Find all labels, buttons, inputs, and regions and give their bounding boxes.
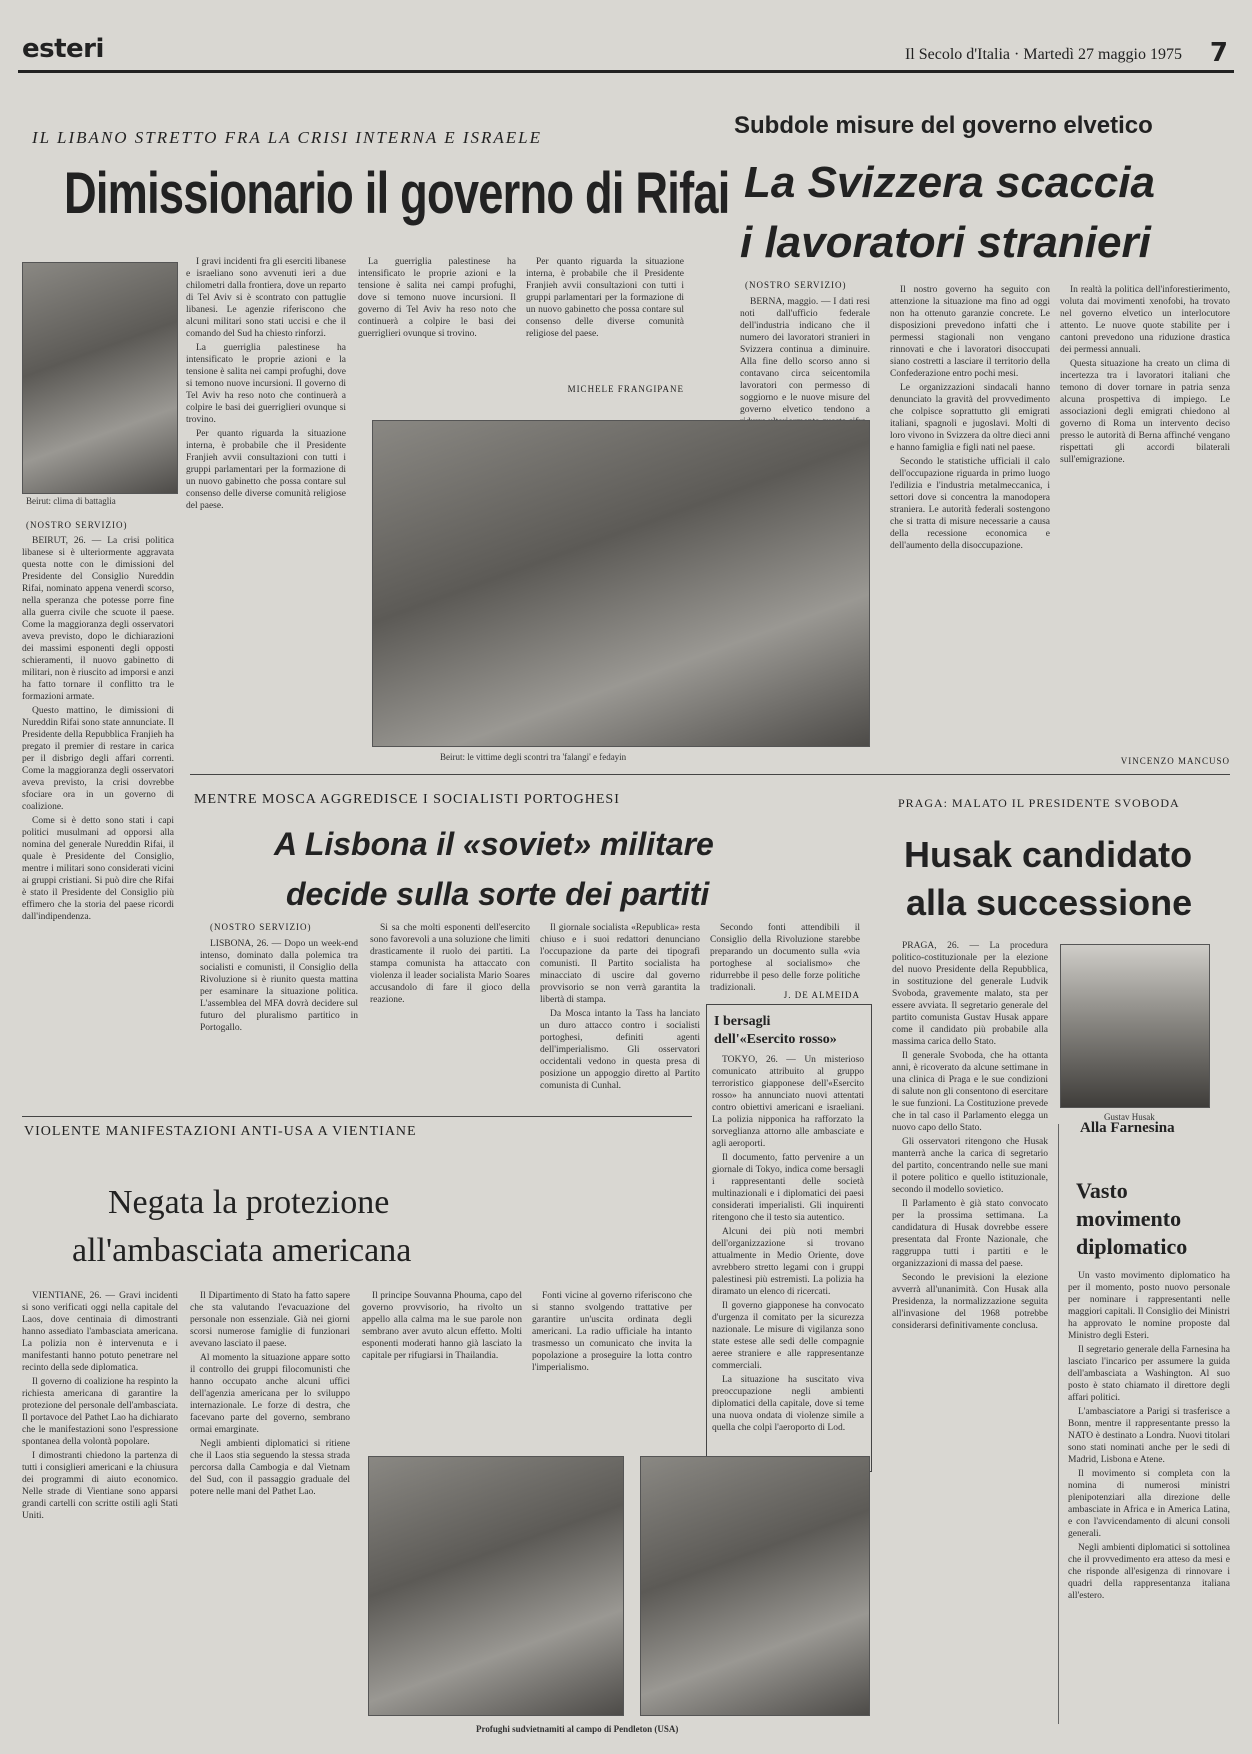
lisbona-signature: J. DE ALMEIDA: [783, 990, 860, 1000]
svizzera-paragraph: Secondo le statistiche ufficiali il calo dell'occupazione riguarda in primo luogo l'edilizia e l'industria metalmeccanica, i settori dove si concentra la manodopera straniera. Le autorità federali sostengono che si tratta di misure necessarie a causa della recessione economica e dell'aumento della disoccupazione.: [890, 457, 1050, 551]
lisbona-paragraph: Da Mosca intanto la Tass ha lanciato un duro attacco contro i socialisti portoghesi, definiti agenti dell'imperialismo. Gli osservatori occidentali vedono in questa presa di posizione un appoggio diretto al Partito comunista di Cunhal.: [540, 1009, 700, 1091]
beirut-victims-caption: Beirut: le vittime degli scontri tra 'falangi' e fedayin: [440, 752, 627, 762]
vientiane-paragraph: Gravi incidenti si sono verificati oggi nella capitale del Laos, dove centinaia di dimostranti hanno assediato l'ambasciata americana. La polizia non è intervenuta e i manifestanti hanno potuto penetrare nel recinto della sede diplomatica.: [22, 1291, 178, 1373]
bersagli-headline-line2: dell'«Esercito rosso»: [714, 1032, 837, 1047]
libano-paragraph: La crisi politica libanese si è ulteriormente aggravata questa notte con le dimissioni del Presidente del Consiglio Nureddin Rifai, nominato appena venerdì scorso, nella speranza che potesse porre fine alla guerra civile che scuote il paese. Come la maggioranza degli osservatori aveva previsto, dopo le dichiarazioni dei massimi esponenti degli opposti schieramenti, il nuovo gabinetto di militari, non è riuscito ad imporsi e anzi ha fatto tornare il conflitto tra le formazioni armate.: [22, 536, 174, 702]
husak-photo: [1060, 944, 1210, 1108]
libano-photo: [22, 262, 178, 494]
lisbona-paragraph: Si sa che molti esponenti dell'esercito sono favorevoli a una soluzione che limiti drasticamente il ruolo dei partiti. La stampa comunista ha attaccato con violenza il leader socialista Mario Soares accusandolo di fare il gioco della reazione.: [370, 923, 530, 1005]
libano-paragraph: La guerriglia palestinese ha intensificato le proprie azioni e la tensione è salita nei campi profughi, dove si temono nuove incursioni. Il governo di Tel Aviv ha reso noto che continuerà a colpire le basi dei guerriglieri ovunque si trovino.: [186, 343, 346, 425]
farnesina-paragraph: Il movimento si completa con la nomina di numerosi ministri plenipotenziari alla direzione delle ambasciate in Africa e in America Latina, e con l'avvicendamento di alcuni consoli generali.: [1068, 1469, 1230, 1539]
lisbona-column-2: [370, 922, 530, 1106]
libano-paragraph: La guerriglia palestinese ha intensificato le proprie azioni e la tensione è salita nei campi profughi, dove si temono nuove incursioni. Il governo di Tel Aviv ha reso noto che continuerà a colpire le basi dei guerriglieri ovunque si trovino.: [358, 257, 516, 339]
svizzera-kicker: Subdole misure del governo elvetico: [734, 112, 1153, 139]
vientiane-paragraph: I dimostranti chiedono la partenza di tutti i consiglieri americani e la chiusura dei programmi di aiuto economico. Nelle strade di Vientiane sono apparsi grandi cartelli con scritte ostili agli Stati Uniti.: [22, 1451, 178, 1521]
svizzera-paragraph: Il nostro governo ha seguito con attenzione la situazione ma fino ad oggi non ha ottenuto garanzie concrete. Le disposizioni prevedono infatti che i permessi stagionali non vengano rinnovati e che i lavoratori disoccupati siano costretti a lasciare il territorio della Confederazione entro pochi mesi.: [890, 285, 1050, 379]
vientiane-paragraph: Negli ambienti diplomatici si ritiene che il Laos stia seguendo la stessa strada percorsa dalla Cambogia e dal Vietnam del Sud, con il passaggio graduale del potere nelle mani del Pathet Lao.: [190, 1439, 350, 1497]
farnesina-kicker: Alla Farnesina: [1080, 1120, 1175, 1136]
bersagli-column: [712, 1054, 864, 1464]
libano-paragraph: Questo mattino, le dimissioni di Nureddin Rifai sono state annunciate. Il Presidente della Repubblica Franjieh ha pregato il premier di restare in carica per il disbrigo degli affari correnti. Come la maggioranza degli osservatori aveva previsto, la crisi dovrebbe sfociare ora in un governo di coalizione.: [22, 706, 174, 812]
refugee-photo-right: [640, 1456, 870, 1716]
libano-photo-caption: Beirut: clima di battaglia: [26, 496, 116, 506]
bersagli-paragraph: Il documento, fatto pervenire a un giornale di Tokyo, indica come bersagli i rappresentanti delle società multinazionali e i diplomatici dei paesi considerati imperialisti. Gli inquirenti ritengono che il testo sia autentico.: [712, 1153, 864, 1223]
bersagli-paragraph: Il governo giapponese ha convocato d'urgenza il comitato per la sicurezza nazionale. Le misure di vigilanza sono state estese alle sedi delle compagnie aeree straniere e alle rappresentanze commerciali.: [712, 1301, 864, 1371]
bersagli-paragraph: Un misterioso comunicato attribuito al gruppo terroristico giapponese dell'«Esercito rosso» ha annunciato nuovi attentati contro obiettivi americani e israeliani. La polizia nipponica ha rafforzato la sorveglianza attorno alle ambasciate e agli aeroporti.: [712, 1055, 864, 1149]
lisbona-column-3: [540, 922, 700, 1106]
bersagli-dateline: TOKYO, 26. —: [722, 1055, 805, 1065]
vientiane-headline-line2: all'ambasciata americana: [72, 1232, 412, 1269]
vientiane-paragraph: Fonti vicine al governo riferiscono che si stanno svolgendo trattative per garantire un'uscita ordinata degli americani. La radio ufficiale ha intanto trasmesso un comunicato che invita la popolazione a proseguire la lotta contro l'imperialismo.: [532, 1291, 692, 1373]
masthead-date: Il Secolo d'Italia · Martedì 27 maggio 1975: [904, 46, 1182, 63]
bersagli-paragraph: La situazione ha suscitato viva preoccupazione negli ambienti diplomatici della capitale, dove si teme una nuova ondata di violenze simile a quella che colpì l'aeroporto di Lod.: [712, 1375, 864, 1433]
husak-paragraph: Il generale Svoboda, che ha ottanta anni, è ricoverato da alcune settimane in una clinica di Praga e le sue condizioni di salute non gli consentono di esercitare le sue funzioni. La Costituzione prevede che in tal caso il Parlamento elegga un nuovo capo dello Stato.: [892, 1051, 1048, 1133]
header-rule: [18, 70, 1234, 73]
bersagli-headline-line1: I bersagli: [714, 1014, 771, 1029]
vientiane-paragraph: Al momento la situazione appare sotto il controllo dei gruppi filocomunisti che hanno occupato anche alcuni uffici dell'agenzia americana per lo sviluppo internazionale. Le forze di destra, che facevano parte del governo, sembrano ormai emarginate.: [190, 1353, 350, 1435]
husak-kicker: PRAGA: MALATO IL PRESIDENTE SVOBODA: [898, 796, 1180, 810]
svizzera-paragraph: Le organizzazioni sindacali hanno denunciato la gravità del provvedimento che colpisce soprattutto gli emigrati italiani, spagnoli e jugoslavi. Molti di loro vivono in Svizzera da oltre dieci anni e hanno famiglia e figli nati nel paese.: [890, 383, 1050, 453]
libano-paragraph: Per quanto riguarda la situazione interna, è probabile che il Presidente Franjieh avvii consultazioni con tutti i gruppi parlamentari per la formazione di un nuovo gabinetto che possa contare sul consenso delle diverse comunità religiose del paese.: [186, 429, 346, 511]
vientiane-dateline: VIENTIANE, 26. —: [32, 1291, 120, 1301]
libano-column-4: [526, 256, 684, 376]
libano-paragraph: Per quanto riguarda la situazione interna, è probabile che il Presidente Franjieh avvii consultazioni con tutti i gruppi parlamentari per la formazione di un nuovo gabinetto che possa contare sul consenso delle diverse comunità religiose del paese.: [526, 257, 684, 339]
bersagli-paragraph: Alcuni dei più noti membri dell'organizzazione si trovano attualmente in Medio Oriente, dove avrebbero stretto legami con i gruppi palestinesi più estremisti. La polizia ha diramato un elenco di ricercati.: [712, 1227, 864, 1297]
vientiane-column-3: [362, 1290, 522, 1440]
svizzera-headline-line1: La Svizzera scaccia: [744, 158, 1155, 207]
lisbona-dateline: LISBONA, 26. —: [210, 939, 285, 949]
lisbona-column-1: [200, 938, 358, 1106]
lisbona-byline: (NOSTRO SERVIZIO): [210, 922, 312, 932]
libano-byline: (NOSTRO SERVIZIO): [26, 520, 128, 530]
lisbona-headline-line1: A Lisbona il «soviet» militare: [274, 826, 714, 862]
libano-dateline: BEIRUT, 26. —: [32, 536, 108, 546]
farnesina-divider: [1058, 1124, 1059, 1724]
refugee-photo-caption: Profughi sudvietnamiti al campo di Pendleton (USA): [476, 1724, 679, 1734]
divider: [190, 774, 1230, 775]
farnesina-paragraph: L'ambasciatore a Parigi si trasferisce a Bonn, mentre il rappresentante presso la NATO è destinato a Londra. Nuovi titolari sono stati nominati anche per le sedi di Madrid, Lisbona e Atene.: [1068, 1407, 1230, 1465]
libano-paragraph: I gravi incidenti fra gli eserciti libanese e israeliano sono avvenuti ieri a due chilometri dalla frontiera, dove un reparto di Tel Aviv si è scontrato con pattuglie libanesi. Le agenzie riferiscono che alcuni militari sono stati uccisi e che il comando del Sud ha chiesto rinforzi.: [186, 257, 346, 339]
section-title: esteri: [22, 34, 104, 64]
husak-paragraph: La procedura politico-costituzionale per la elezione del nuovo Presidente della Repubblica, in sostituzione del generale Ludvik Svoboda, gravemente malato, sta per essere avviata. Il segretario generale del partito comunista Gustav Husak appare come il candidato più probabile alla massima carica dello Stato.: [892, 941, 1049, 1047]
husak-paragraph: Gli osservatori ritengono che Husak manterrà anche la carica di segretario del partito, concentrando nelle sue mani il potere politico e quello istituzionale, secondo il modello sovietico.: [892, 1137, 1048, 1195]
svizzera-headline-line2: i lavoratori stranieri: [740, 218, 1151, 267]
refugee-photo-left: [368, 1456, 624, 1716]
lisbona-headline-line2: decide sulla sorte dei partiti: [286, 876, 710, 912]
libano-headline: Dimissionario il governo di Rifai: [64, 161, 730, 226]
farnesina-column: [1068, 1270, 1230, 1710]
lisbona-column-4: [710, 922, 860, 993]
svizzera-column-1: [740, 296, 870, 415]
husak-column-1: [892, 940, 1048, 1690]
svizzera-paragraph: I dati resi noti dall'ufficio federale dell'industria indicano che il numero dei lavoratori stranieri in Svizzera continua a diminuire. Alla fine dello scorso anno si contavano circa seicentomila lavoratori con permesso di soggiorno e le nuove misure del governo elvetico tendono a: [740, 297, 870, 415]
farnesina-paragraph: Negli ambienti diplomatici si sottolinea che il provvedimento era atteso da mesi e che risponde all'esigenza di rinnovare i quadri della rappresentanza italiana all'estero.: [1068, 1543, 1230, 1601]
vientiane-paragraph: Il governo di coalizione ha respinto la richiesta americana di garantire la protezione del personale dell'ambasciata. Il portavoce del Pathet Lao ha dichiarato che le manifestazioni sono l'espressione spontanea della volontà popolare.: [22, 1377, 178, 1447]
vientiane-headline-line1: Negata la protezione: [108, 1184, 390, 1221]
svizzera-paragraph: Questa situazione ha creato un clima di incertezza tra i lavoratori italiani che temono di dover tornare in patria senza alcuna prospettiva di impiego. Le associazioni degli emigrati chiedono al governo di Roma un intervento deciso presso le autorità di Berna affinché vengano rispettati gli accordi bilaterali sull'emigrazione.: [1060, 359, 1230, 465]
vientiane-column-2: [190, 1290, 350, 1710]
husak-headline-line2: alla successione: [906, 882, 1193, 923]
farnesina-paragraph: Un vasto movimento diplomatico ha per il momento, posto nuovo personale per nominare i rappresentanti nelle maggiori capitali. Il Consiglio dei Ministri ha approvato le nomine proposte dal Ministro degli Esteri.: [1068, 1271, 1230, 1341]
farnesina-headline-line1: Vasto: [1076, 1178, 1128, 1203]
svizzera-signature: VINCENZO MANCUSO: [1120, 756, 1230, 766]
svizzera-column-3: [1060, 284, 1230, 754]
husak-headline-line1: Husak candidato: [904, 834, 1193, 875]
libano-column-1: [22, 535, 174, 1060]
husak-photo-caption: Gustav Husak: [1104, 1112, 1155, 1122]
farnesina-paragraph: Il segretario generale della Farnesina ha lasciato l'incarico per assumere la guida dell'ambasciata a Washington. Al suo posto è stato chiamato il direttore degli affari politici.: [1068, 1345, 1230, 1403]
vientiane-column-1: [22, 1290, 178, 1710]
lisbona-kicker: MENTRE MOSCA AGGREDISCE I SOCIALISTI PORTOGHESI: [194, 792, 620, 807]
farnesina-headline-line3: diplomatico: [1076, 1234, 1188, 1259]
farnesina-headline-line2: movimento: [1076, 1206, 1182, 1231]
libano-column-3: [358, 256, 516, 406]
vientiane-column-4: [532, 1290, 692, 1440]
svizzera-paragraph: In realtà la politica dell'inforestierimento, voluta dai movimenti xenofobi, ha trovato nel governo elvetico un interlocutore attento. Le nuove quote stabilite per i cantoni prevedono una riduzione drastica dei permessi annuali.: [1060, 285, 1230, 355]
husak-paragraph: Il Parlamento è già stato convocato per la prossima settimana. La candidatura di Husak dovrebbe essere presentata dal Fronte Nazionale, che raggruppa tutti i partiti e le organizzazioni di massa del paese.: [892, 1199, 1048, 1269]
libano-kicker: IL LIBANO STRETTO FRA LA CRISI INTERNA E ISRAELE: [32, 128, 543, 147]
vientiane-kicker: VIOLENTE MANIFESTAZIONI ANTI-USA A VIENTIANE: [24, 1124, 417, 1139]
libano-paragraph: Come si è detto sono stati i capi politici musulmani ad opporsi alla nomina del generale Nureddin Rifai, il quale è Presidente del Consiglio, mentre i militari sono considerati vicini ai gruppi cristiani. Si può dire che Rifai è stato il Presidente del Consiglio più effimero che la storia del paese ricordi dall'indipendenza.: [22, 816, 174, 922]
beirut-victims-photo: [372, 420, 870, 747]
lisbona-paragraph: Dopo un week-end intenso, dominato dalla polemica tra socialisti e comunisti, il Consiglio della Rivoluzione si è riunito questa mattina per esaminare la situazione politica. L'assemblea del MFA dovrà decidere sul futuro del pluralismo partitico in Portogallo.: [200, 939, 358, 1033]
svizzera-byline: (NOSTRO SERVIZIO): [745, 280, 847, 290]
husak-paragraph: Secondo le previsioni la elezione avverrà all'unanimità. Con Husak alla Presidenza, la normalizzazione seguita all'invasione del 1968 potrebbe considerarsi definitivamente conclusa.: [892, 1273, 1048, 1331]
vientiane-paragraph: Il Dipartimento di Stato ha fatto sapere che sta valutando l'evacuazione del personale non essenziale. Già nei giorni scorsi numerose famiglie di funzionari avevano lasciato il paese.: [190, 1291, 350, 1349]
page-number: 7: [1209, 38, 1228, 68]
divider: [22, 1116, 692, 1117]
libano-column-2: [186, 256, 346, 756]
svizzera-column-2: [890, 284, 1050, 764]
husak-dateline: PRAGA, 26. —: [902, 941, 990, 951]
lisbona-paragraph: Il giornale socialista «Republica» resta chiuso e i suoi redattori denunciano l'occupazione da parte dei tipografi comunisti. Il Partito socialista ha minacciato di uscire dal governo provvisorio se non verrà garantita la libertà di stampa.: [540, 923, 700, 1005]
libano-signature: MICHELE FRANGIPANE: [567, 384, 684, 394]
lisbona-paragraph: Secondo fonti attendibili il Consiglio della Rivoluzione starebbe preparando un documento sulla «via portoghese al socialismo» che ridurrebbe il peso delle forze politiche tradizionali.: [710, 923, 860, 993]
vientiane-paragraph: Il principe Souvanna Phouma, capo del governo provvisorio, ha rivolto un appello alla calma ma le sue parole non sembrano aver avuto alcun effetto. Molti esponenti moderati hanno già lasciato la capitale per rifugiarsi in Thailandia.: [362, 1291, 522, 1361]
svizzera-dateline: BERNA, maggio. —: [750, 297, 834, 307]
